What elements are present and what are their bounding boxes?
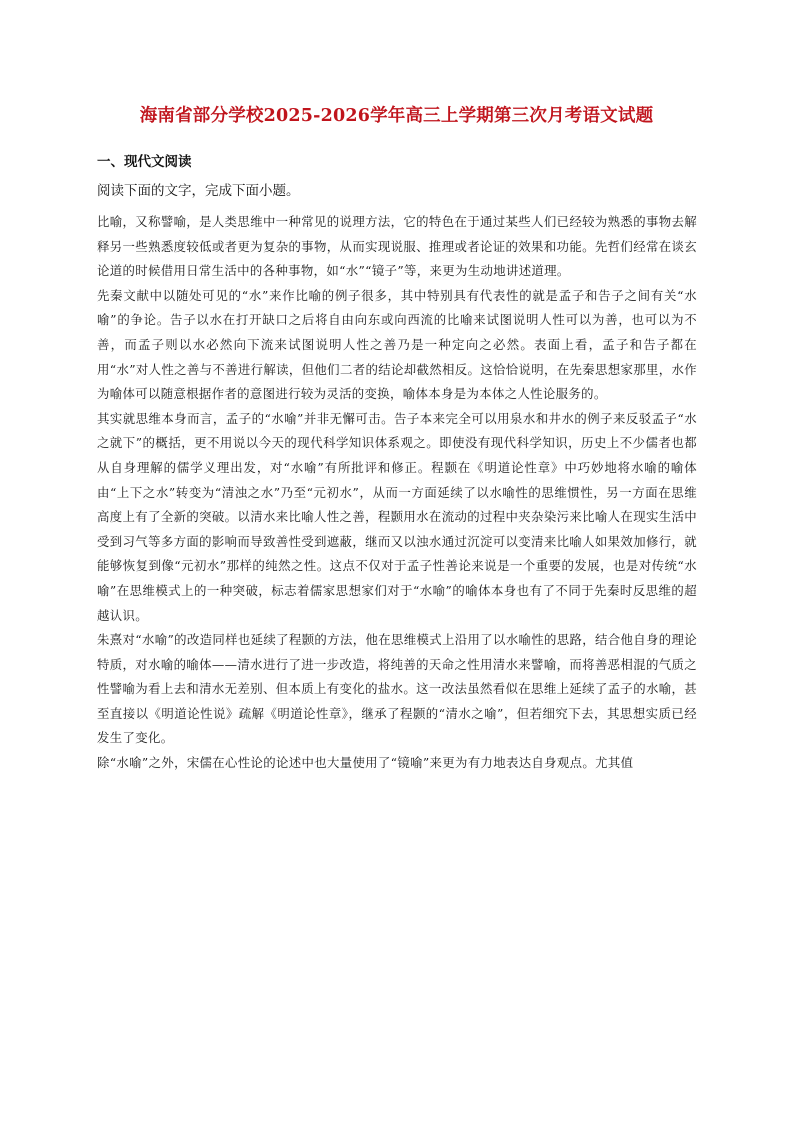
passage-paragraph-1: 比喻，又称譬喻，是人类思维中一种常见的说理方法，它的特色在于通过某些人们已经较为熟悉的事物去解释另一些熟悉度较低或者更为复杂的事物，从而实现说服、推理或者论证的效果和功能。先哲们经常在谈玄论道的时候借用日常生活中的各种事物，如“水”“镜子”等，来更为生动地讲述道理。 [97,214,697,279]
passage-paragraph-2: 先秦文献中以随处可见的“水”来作比喻的例子很多，其中特别具有代表性的就是孟子和告子之间有关“水喻”的争论。告子以水在打开缺口之后将自由向东或向西流的比喻来试图说明人性可以为善，也可以为不善，而孟子则以水必然向下流来试图说明人性之善乃是一种定向之必然。表面上看，孟子和告子都在用“水”对人性之善与不善进行解读，但他们二者的结论却截然相反。这恰恰说明，在先秦思想家那里，水作为喻体可以随意根据作者的意图进行较为灵活的变换，喻体本身是为本体之人性论服务的。 [97,287,697,402]
section-heading: 一、现代文阅读 [97,154,192,170]
passage-paragraph-5: 除“水喻”之外，宋儒在心性论的论述中也大量使用了“镜喻”来更为有力地表达自身观点。尤其值 [97,755,634,771]
exam-title: 海南省部分学校2025-2026学年高三上学期第三次月考语文试题 [139,106,654,126]
passage-paragraph-3: 其实就思维本身而言，孟子的“水喻”并非无懈可击。告子本来完全可以用泉水和井水的例子来反驳孟子“水之就下”的概括，更不用说以今天的现代科学知识体系观之。即使没有现代科学知识，历史上不少儒者也都从自身理解的儒学义理出发，对“水喻”有所批评和修正。程颢在《明道论性章》中巧妙地将水喻的喻体由“上下之水”转变为“清浊之水”乃至“元初水”，从而一方面延续了以水喻性的思维惯性，另一方面在思维高度上有了全新的突破。以清水来比喻人性之善，程颢用水在流动的过程中夹杂染污来比喻人在现实生活中受到习气等多方面的影响而导致善性受到遮蔽，继而又以浊水通过沉淀可以变清来比喻人如果效加修行，就能够恢复到像“元初水”那样的纯然之性。这点不仅对于孟子性善论来说是一个重要的发展，也是对传统“水喻”在思维模式上的一种突破，标志着儒家思想家们对于“水喻”的喻体本身也有了不同于先秦时反思维的超越认识。 [97,410,697,623]
passage-paragraph-4: 朱熹对“水喻”的改造同样也延续了程颢的方法，他在思维模式上沿用了以水喻性的思路，结合他自身的理论特质，对水喻的喻体——清水进行了进一步改造，将纯善的天命之性用清水来譬喻，而将善恶相混的气质之性譬喻为看上去和清水无差别、但本质上有变化的盐水。这一改法虽然看似在思维上延续了孟子的水喻，甚至直接以《明道论性说》疏解《明道论性章》，继承了程颢的“清水之喻”，但若细究下去，其思想实质已经发生了变化。 [97,632,697,746]
passage-body [97,210,697,776]
reading-instruction: 阅读下面的文字，完成下面小题。 [97,183,300,199]
